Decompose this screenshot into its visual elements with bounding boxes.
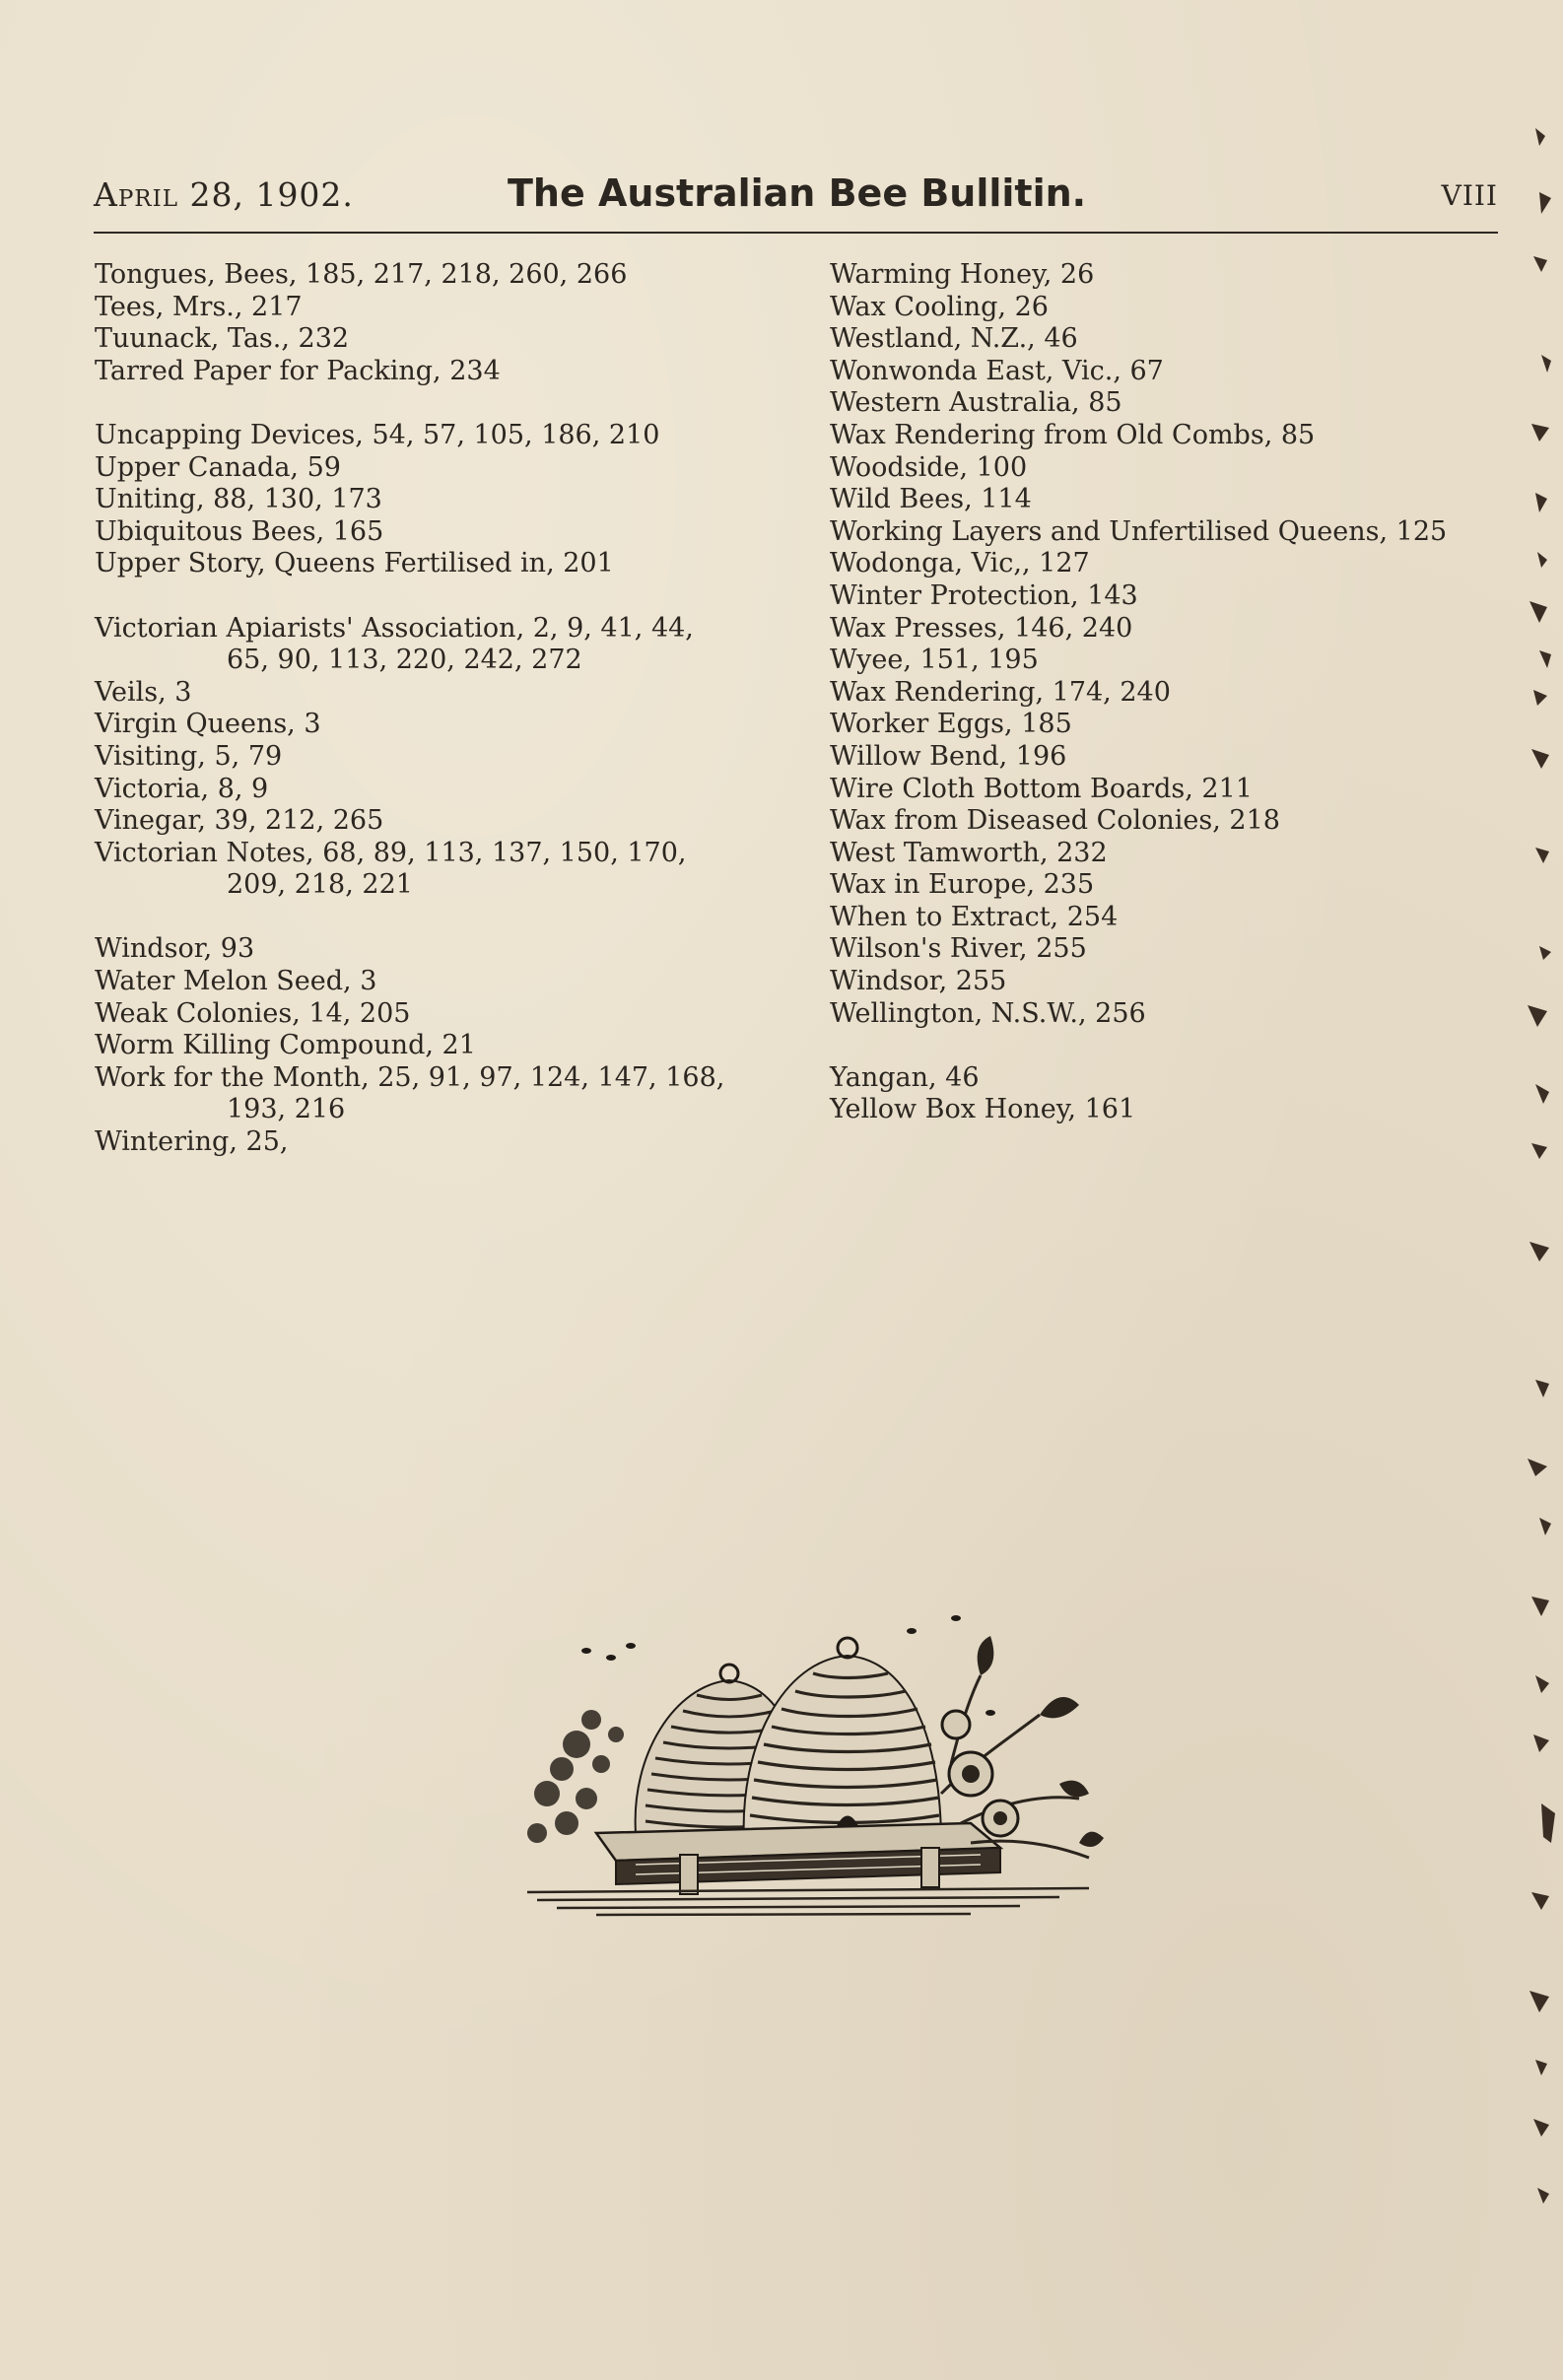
index-column-right [830, 259, 1510, 1126]
section-gap [95, 580, 804, 613]
header-page-number: VIII [1441, 179, 1498, 212]
index-entry: Tees, Mrs., 217 [95, 291, 303, 322]
index-entry: Tarred Paper for Packing, 234 [95, 355, 501, 386]
index-entry: Willow Bend, 196 [830, 740, 1067, 772]
index-entry: Yellow Box Honey, 161 [830, 1094, 1136, 1125]
section-gap [830, 1030, 1510, 1062]
index-entry: Wild Bees, 114 [830, 484, 1032, 515]
index-entry-continuation: 65, 90, 113, 220, 242, 272 [227, 645, 582, 676]
index-entry: Vinegar, 39, 212, 265 [95, 805, 384, 837]
index-entry: Wax Cooling, 26 [830, 291, 1049, 322]
index-entry: Uncapping Devices, 54, 57, 105, 186, 210 [95, 419, 660, 450]
index-entry-continuation: 209, 218, 221 [227, 869, 413, 901]
index-entry: Wax Rendering from Old Combs, 85 [830, 419, 1316, 450]
index-entry: Weak Colonies, 14, 205 [95, 997, 411, 1029]
index-entry: Wax Presses, 146, 240 [830, 612, 1133, 644]
index-entry: Victoria, 8, 9 [95, 773, 269, 804]
index-entry: Veils, 3 [95, 676, 192, 708]
index-entry: Working Layers and Unfertilised Queens, 125 [830, 515, 1448, 547]
index-entry: Wodonga, Vic,, 127 [830, 548, 1090, 579]
index-entry: Worm Killing Compound, 21 [95, 1030, 476, 1061]
index-entry: Upper Story, Queens Fertilised in, 201 [95, 548, 614, 579]
index-entry: Work for the Month, 25, 91, 97, 124, 147, 168, [95, 1061, 725, 1093]
index-entry: Tuunack, Tas., 232 [95, 323, 350, 355]
index-entry-continuation: 193, 216 [227, 1094, 346, 1125]
index-entry: When to Extract, 254 [830, 901, 1119, 932]
index-entry: Tongues, Bees, 185, 217, 218, 260, 266 [95, 259, 628, 290]
index-entry: Wire Cloth Bottom Boards, 211 [830, 773, 1253, 804]
index-entry: Yangan, 46 [830, 1061, 980, 1093]
beehive-illustration-icon [508, 1597, 1109, 1922]
running-header [94, 171, 1498, 225]
index-column-left [95, 259, 804, 1159]
header-title: The Australian Bee Bullitin. [508, 171, 1087, 215]
index-entry: Virgin Queens, 3 [95, 709, 321, 740]
index-entry: Wax in Europe, 235 [830, 869, 1095, 901]
index-entry: Ubiquitous Bees, 165 [95, 515, 384, 547]
torn-page-edge [1506, 0, 1563, 2380]
index-entry: Windsor, 93 [95, 933, 255, 965]
index-entry: Victorian Notes, 68, 89, 113, 137, 150, 170, [95, 837, 687, 868]
index-entry: West Tamworth, 232 [830, 837, 1108, 868]
index-entry: Warming Honey, 26 [830, 259, 1095, 290]
section-gap [95, 387, 804, 420]
index-entry: Wax from Diseased Colonies, 218 [830, 805, 1280, 837]
index-entry: Wellington, N.S.W., 256 [830, 997, 1146, 1029]
index-entry: Worker Eggs, 185 [830, 709, 1072, 740]
index-entry: Woodside, 100 [830, 451, 1028, 483]
index-entry: Western Australia, 85 [830, 387, 1122, 419]
index-entry: Wintering, 25, [95, 1126, 289, 1158]
index-entry: Water Melon Seed, 3 [95, 966, 377, 997]
index-entry: Wilson's River, 255 [830, 933, 1087, 965]
section-gap [95, 902, 804, 934]
index-entry: Uniting, 88, 130, 173 [95, 484, 382, 515]
index-entry: Wyee, 151, 195 [830, 645, 1039, 676]
index-entry: Visiting, 5, 79 [95, 740, 283, 772]
index-entry: Winter Protection, 143 [830, 579, 1138, 611]
index-entry: Victorian Apiarists' Association, 2, 9, 41, 44, [95, 612, 694, 644]
index-entry: Wax Rendering, 174, 240 [830, 676, 1171, 708]
index-entry: Windsor, 255 [830, 966, 1007, 997]
index-entry: Upper Canada, 59 [95, 451, 341, 483]
index-entry: Westland, N.Z., 46 [830, 323, 1078, 355]
header-date: April 28, 1902. [94, 175, 354, 214]
header-rule [94, 232, 1498, 234]
index-entry: Wonwonda East, Vic., 67 [830, 355, 1164, 386]
